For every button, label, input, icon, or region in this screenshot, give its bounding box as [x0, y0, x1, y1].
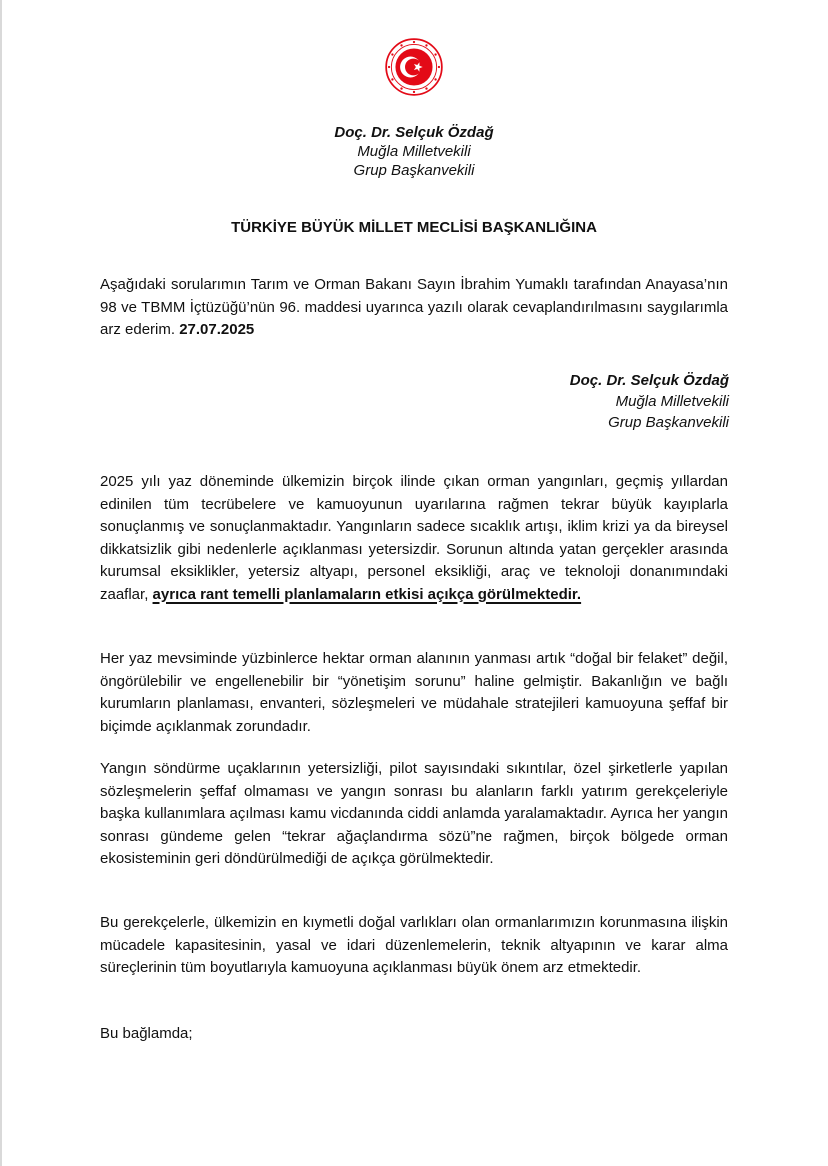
intro-text: Aşağıdaki sorularımın Tarım ve Orman Bakanı Sayın İbrahim Yumaklı tarafından Anayasa’nın 98 ve TBMM İçtüzüğü’nün 96. maddesi uyarınca yazılı olarak cevaplandırılmasını saygılarımla arz ederim. [100, 276, 728, 338]
sender-block [214, 123, 614, 180]
body-paragraph-3: Yangın söndürme uçaklarının yetersizliği, pilot sayısındaki sıkıntılar, özel şirketlerle yapılan sözleşmelerin şeffaf olmaması ve yangın sonrası bu alanların farklı yatırım gerekçeleriyle başka kullanımlara açılması kamu vicdanında ciddi anlamda yaralamaktadır. Ayrıca her yangın sonrası gündeme gelen “tekrar ağaçlandırma sözü”ne rağmen, birçok bölgede orman ekosisteminin geri döndürülmediği de açıkça görülmektedir. [100, 760, 728, 867]
intro-paragraph [100, 274, 728, 342]
body-paragraph-2: Her yaz mevsiminde yüzbinlerce hektar orman alanının yanması artık “doğal bir felaket” değil, öngörülebilir ve engellenebilir bir “yönetişim sorunu” haline gelmiştir. Bakanlığın ve bağlı kurumların planlaması, envanteri, sözleşmeleri ve müdahale stratejileri kamuoyuna şeffaf bir biçimde açıklanmak zorundadır. [100, 650, 728, 735]
body-paragraph-1-emphasis: ayrıca rant temelli planlamaların etkisi açıkça görülmektedir. [152, 585, 582, 603]
body-paragraph-4: Bu gerekçelerle, ülkemizin en kıymetli doğal varlıkları olan ormanlarımızın korunmasına ilişkin mücadele kapasitesinin, yasal ve idari düzenlemelerin, teknik altyapının ve karar alma süreçlerinin tüm boyutlarıyla kamuoyuna açıklanması büyük önem arz etmektedir. [100, 914, 728, 976]
tbmm-emblem-icon [385, 38, 443, 96]
signature-block [400, 370, 729, 433]
signature-name: Doç. Dr. Selçuk Özdağ [569, 372, 729, 389]
body-paragraph-1 [100, 471, 728, 606]
signature-constituency: Muğla Milletvekili [615, 393, 729, 410]
sender-position: Grup Başkanvekili [353, 162, 475, 179]
body-paragraph-5: Bu bağlamda; [100, 1025, 193, 1042]
sender-constituency: Muğla Milletvekili [357, 143, 471, 160]
addressee-heading: TÜRKİYE BÜYÜK MİLLET MECLİSİ BAŞKANLIĞINA [231, 219, 597, 236]
page-edge-divider [0, 0, 2, 1166]
intro-date: 27.07.2025 [179, 321, 255, 338]
sender-name: Doç. Dr. Selçuk Özdağ [334, 124, 494, 141]
body-paragraph-1-text: 2025 yılı yaz döneminde ülkemizin birçok ilinde çıkan orman yangınları, geçmiş yıllardan edinilen tüm tecrübelere ve kamuoyunun uyarılarına rağmen tekrar büyük kayıplarla sonuçlanmış ve sonuçlanmaktadır. Yangınların sadece sıcaklık artışı, iklim krizi ya da bireysel dikkatsizlik gibi nedenlerle açıklanması yetersizdir. Sorunun altında yatan gerçekler arasında kurumsal eksiklikler, yetersiz altyapı, personel eksikliği, araç ve teknoloji donanımındaki zaaflar, [100, 473, 728, 603]
signature-position: Grup Başkanvekili [608, 414, 729, 431]
